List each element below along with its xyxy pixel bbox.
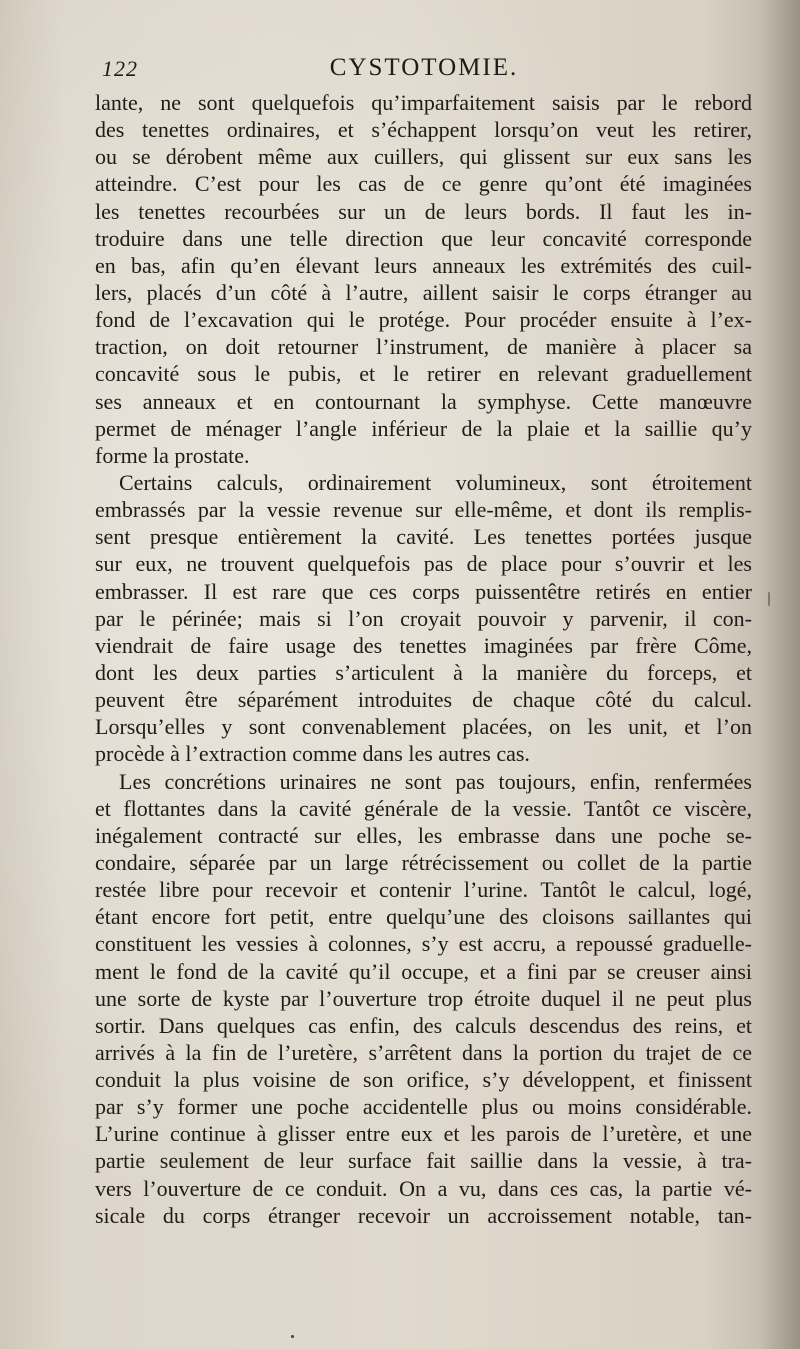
text-line: lers, placés d’un côté à l’autre, aillent saisir le corps étranger au (95, 279, 752, 305)
text-line: par le périnée; mais si l’on croyait pouvoir y parvenir, il con- (95, 605, 752, 631)
text-line: constituent les vessies à colonnes, s’y est accru, a repoussé graduelle- (95, 931, 752, 957)
text-line: troduire dans une telle direction que leur concavité corresponde (95, 225, 752, 251)
text-line: arrivés à la fin de l’uretère, s’arrêtent dans la portion du trajet de ce (95, 1039, 752, 1065)
text-line: vers l’ouverture de ce conduit. On a vu, dans ces cas, la partie vé- (95, 1175, 752, 1201)
text-line: sortir. Dans quelques cas enfin, des calculs descendus des reins, et (95, 1012, 752, 1038)
text-line: Lorsqu’elles y sont convenablement placées, on les unit, et l’on (95, 714, 752, 740)
text-line: partie seulement de leur surface fait saillie dans la vessie, à tra- (95, 1148, 752, 1174)
paragraph-start-line: Certains calculs, ordinairement volumineux, sont étroitement (119, 469, 752, 495)
text-line: étant encore fort petit, entre quelqu’une des cloisons saillantes qui (95, 904, 752, 930)
text-line: en bas, afin qu’en élevant leurs anneaux les extrémités des cuil- (95, 252, 752, 278)
text-line: sent presque entièrement la cavité. Les tenettes portées jusque (95, 524, 752, 550)
paragraph-end-line: forme la prostate. (95, 442, 250, 468)
text-line: des tenettes ordinaires, et s’échappent lorsqu’on veut les retirer, (95, 117, 752, 143)
page-header (96, 54, 752, 90)
text-line: concavité sous le pubis, et le retirer en relevant graduellement (95, 361, 752, 387)
text-line: condaire, séparée par un large rétrécissement ou collet de la partie (95, 849, 752, 875)
text-line: dont les deux parties s’articulent à la manière du forceps, et (95, 659, 752, 685)
text-line: les tenettes recourbées sur un de leurs bords. Il faut les in- (95, 198, 752, 224)
text-line: atteindre. C’est pour les cas de ce genre qu’ont été imaginées (95, 171, 752, 197)
text-line: ment le fond de la cavité qu’il occupe, et a fini par se creuser ainsi (95, 958, 752, 984)
text-line: ou se dérobent même aux cuillers, qui glissent sur eux sans les (95, 144, 752, 170)
paragraph-start-line: Les concrétions urinaires ne sont pas toujours, enfin, renfermées (119, 768, 752, 794)
text-line: sur eux, ne trouvent quelquefois pas de place pour s’ouvrir et les (95, 551, 752, 577)
text-line: conduit la plus voisine de son orifice, s’y développent, et finissent (95, 1067, 752, 1093)
text-line: embrassés par la vessie revenue sur elle-même, et dont ils remplis- (95, 497, 752, 523)
text-line: permet de ménager l’angle inférieur de la plaie et la saillie qu’y (95, 415, 752, 441)
text-line: restée libre pour recevoir et contenir l’urine. Tantôt le calcul, logé, (95, 877, 752, 903)
text-line: une sorte de kyste par l’ouverture trop étroite duquel il ne peut plus (95, 985, 752, 1011)
paragraph-end-line: procède à l’extraction comme dans les autres cas. (95, 741, 530, 767)
text-line: L’urine continue à glisser entre eux et les parois de l’uretère, et une (95, 1121, 752, 1147)
text-line: par s’y former une poche accidentelle plus ou moins considérable. (95, 1094, 752, 1120)
text-line: viendrait de faire usage des tenettes imaginées par frère Côme, (95, 632, 752, 658)
text-line: fond de l’excavation qui le protége. Pour procéder ensuite à l’ex- (95, 307, 752, 333)
text-line: ses anneaux et en contournant la symphyse. Cette manœuvre (95, 388, 752, 414)
text-line: inégalement contracté sur elles, les embrasse dans une poche se- (95, 822, 752, 848)
text-line: peuvent être séparément introduites de chaque côté du calcul. (95, 687, 752, 713)
text-line: lante, ne sont quelquefois qu’imparfaitement saisis par le rebord (95, 90, 752, 115)
page-number: 122 (102, 56, 138, 81)
text-line: et flottantes dans la cavité générale de la vessie. Tantôt ce viscère, (95, 795, 752, 821)
text-line: embrasser. Il est rare que ces corps puissentêtre retirés en entier (95, 578, 752, 604)
paper-speck (768, 592, 770, 606)
body-text (95, 89, 752, 1229)
paper-speck (291, 1335, 294, 1338)
running-title: CYSTOTOMIE. (329, 54, 519, 81)
text-line: traction, on doit retourner l’instrument, de manière à placer sa (95, 334, 752, 360)
text-line: sicale du corps étranger recevoir un accroissement notable, tan- (95, 1202, 752, 1228)
